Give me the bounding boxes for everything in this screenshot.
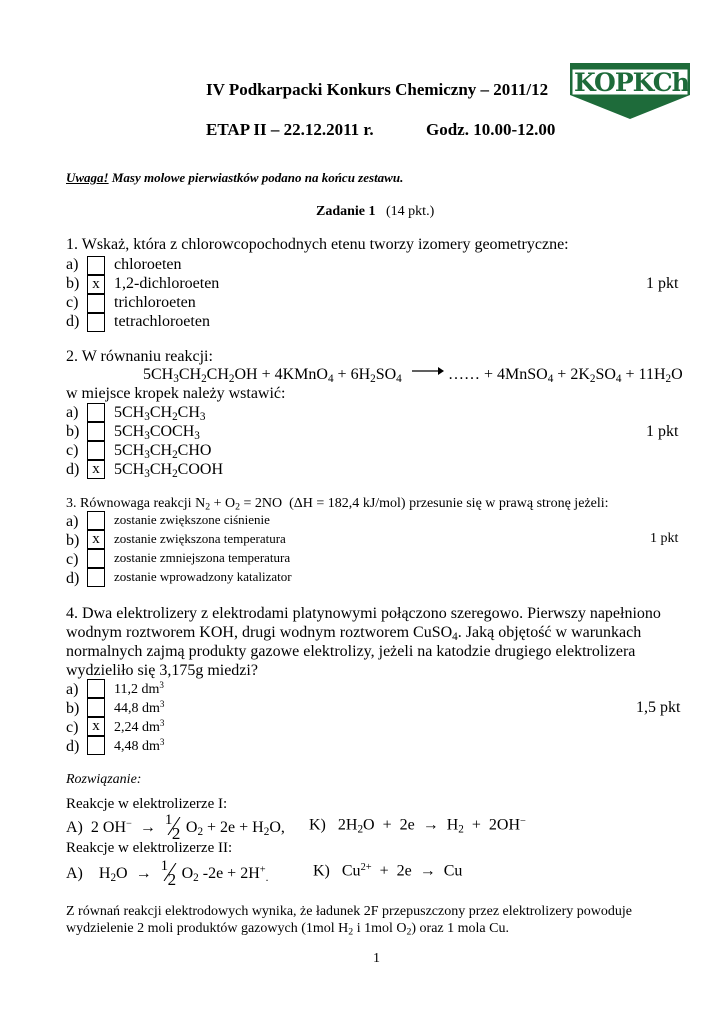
conclusion-line1: Z równań reakcji elektrodowych wynika, że ładunek 2F przepuszczony przez elektrolizery powoduje xyxy=(66,904,632,919)
q2-option-a: $5CH_3CH_2CH_3$ xyxy=(114,404,206,423)
q4-line2a: wodnym roztworem KOH, drugi wodnym roztworem CuSO xyxy=(66,624,453,641)
q1-letter-b: b) xyxy=(66,275,80,292)
reactions-ii-label: Reakcje w elektrolizerze II: xyxy=(66,840,233,856)
reactions-i-label: Reakcje w elektrolizerze I: xyxy=(66,796,228,812)
note-label: Uwaga! xyxy=(66,170,109,185)
anode-reaction-i: A) 2 OH− → 1 2 $O_2 + 2e + H_2O$, xyxy=(66,812,285,843)
q1-checkbox-c[interactable] xyxy=(87,294,105,313)
q4-points: 1,5 pkt xyxy=(636,699,681,716)
q1-checkbox-a[interactable] xyxy=(87,256,105,275)
q1-letter-c: c) xyxy=(66,294,79,311)
q1-points: 1 pkt xyxy=(646,275,679,292)
q3-checkbox-c[interactable] xyxy=(87,549,105,568)
q4-letter-b: b) xyxy=(66,700,80,717)
q4-option-d: 4,48 $dm^3$ xyxy=(114,737,165,754)
q2-checkbox-b[interactable] xyxy=(87,422,105,441)
q1-letter-a: a) xyxy=(66,256,79,273)
q2-checkbox-a[interactable] xyxy=(87,403,105,422)
q4-checkbox-c[interactable]: x xyxy=(87,717,105,736)
note-text: Masy molowe pierwiastków podano na końcu zestawu. xyxy=(111,170,404,185)
q2-instruction: w miejsce kropek należy wstawić: xyxy=(66,385,286,402)
q2-option-b: $5CH_3COCH_3$ xyxy=(114,423,200,442)
q1-checkbox-b[interactable]: x xyxy=(87,275,105,294)
time-label: Godz. 10.00-12.00 xyxy=(426,120,556,139)
q3-letter-b: b) xyxy=(66,532,80,549)
q1-option-a: chloroeten xyxy=(114,256,182,273)
q3-dh: (ΔH = 182,4 xyxy=(289,496,360,511)
q3-question-end: kJ/mol) przesunie się w prawą stronę jeżeli: xyxy=(362,496,609,511)
q1-option-b: 1,2-dichloroeten xyxy=(114,275,220,292)
q2-points: 1 pkt xyxy=(646,423,679,440)
cathode-reaction-ii: K) $Cu^{2+} + 2e \to Cu$ xyxy=(313,862,463,880)
q3-option-a: zostanie zwiększone ciśnienie xyxy=(114,512,270,527)
q2-letter-c: c) xyxy=(66,442,79,459)
q3-question-start: 3. Równowaga reakcji N xyxy=(66,496,206,511)
cathode-reaction-i: K) $2H_2O + 2e \to H_2 + 2OH^-$ xyxy=(309,816,526,836)
q3-question: 3. Równowaga reakcji $N_2 + O_2 = 2NO$ (ΔH = 182,4 kJ/mol) przesunie się w prawą stronę jeżeli: xyxy=(66,496,609,513)
q3-option-b: zostanie zwiększona temperatura xyxy=(114,531,286,546)
q4-line4: wydzieliło się 3,175g miedzi? xyxy=(66,662,258,679)
q2-checkbox-c[interactable] xyxy=(87,441,105,460)
q4-option-c: 2,24 $dm^3$ xyxy=(114,718,165,735)
q4-checkbox-b[interactable] xyxy=(87,698,105,717)
q1-option-d: tetrachloroeten xyxy=(114,313,210,330)
q3-checkbox-d[interactable] xyxy=(87,568,105,587)
q2-letter-b: b) xyxy=(66,423,80,440)
stage-label: ETAP II – 22.12.2011 r. xyxy=(206,120,374,139)
kopkch-logo xyxy=(568,57,692,121)
header-title: IV Podkarpacki Konkurs Chemiczny – 2011/12 xyxy=(206,80,549,99)
q4-line1: 4. Dwa elektrolizery z elektrodami platynowymi połączono szeregowo. Pierwszy napełniono xyxy=(66,605,661,622)
task-header xyxy=(316,204,434,220)
q4-letter-c: c) xyxy=(66,719,79,736)
q4-option-b: 44,8 $dm^3$ xyxy=(114,699,165,716)
q1-checkbox-d[interactable] xyxy=(87,313,105,332)
q4-letter-a: a) xyxy=(66,681,79,698)
anode-reaction-ii: A) $H_2O$ → 1 2 $O_2$ $-2e + 2H^+_.$ xyxy=(66,858,269,889)
solution-label: Rozwiązanie: xyxy=(66,772,142,787)
reaction-arrow-icon xyxy=(412,364,444,382)
q4-letter-d: d) xyxy=(66,738,80,755)
q1-option-c: trichloroeten xyxy=(114,294,196,311)
q4-option-a: 11,2 $dm^3$ xyxy=(114,680,164,697)
q3-checkbox-a[interactable] xyxy=(87,511,105,530)
q3-letter-a: a) xyxy=(66,513,79,530)
q4-line2b: . Jaką objętość w warunkach xyxy=(457,624,642,641)
conclusion-line2: wydzielenie 2 moli produktów gazowych (1mol $H_2$ i 1mol $O_2$) oraz 1 mola Cu. xyxy=(66,921,509,938)
q2-option-d: $5CH_3CH_2COOH$ xyxy=(114,461,223,480)
q2-equation-right: …… + 4MnSO$_4$ + $2K_2SO_4 + 11H_2O$ xyxy=(448,366,683,385)
q2-equation-left: $5CH_3CH_2CH_2OH$ + 4KMnO$_4$ + $6H_2SO_4$ xyxy=(143,366,402,385)
q2-option-c: $5CH_3CH_2CHO$ xyxy=(114,442,212,461)
note xyxy=(66,170,403,186)
q3-letter-c: c) xyxy=(66,551,79,568)
task-points: (14 pkt.) xyxy=(386,204,435,219)
q3-option-d: zostanie wprowadzony katalizator xyxy=(114,569,292,584)
q3-letter-d: d) xyxy=(66,570,80,587)
q3-checkbox-b[interactable]: x xyxy=(87,530,105,549)
q4-line3: normalnych zajmą produkty gazowe elektrolizy, jeżeli na katodzie drugiego elektrolizera xyxy=(66,643,636,660)
q2-checkbox-d[interactable]: x xyxy=(87,460,105,479)
q2-dots: …… xyxy=(448,366,480,383)
q2-letter-a: a) xyxy=(66,404,79,421)
page-number: 1 xyxy=(373,951,380,966)
q4-checkbox-d[interactable] xyxy=(87,736,105,755)
q3-points: 1 pkt xyxy=(650,531,679,546)
q2-question: 2. W równaniu reakcji: xyxy=(66,348,213,365)
q1-letter-d: d) xyxy=(66,313,80,330)
q2-letter-d: d) xyxy=(66,461,80,478)
task-title: Zadanie 1 xyxy=(316,204,376,219)
q4-line2: wodnym roztworem KOH, drugi wodnym roztworem CuSO$_4$. Jaką objętość w warunkach xyxy=(66,624,642,643)
q3-option-c: zostanie zmniejszona temperatura xyxy=(114,550,291,565)
q1-question: 1. Wskaż, która z chlorowcopochodnych etenu tworzy izomery geometryczne: xyxy=(66,236,569,253)
q4-checkbox-a[interactable] xyxy=(87,679,105,698)
logo-text: KOPKCh xyxy=(574,68,689,97)
